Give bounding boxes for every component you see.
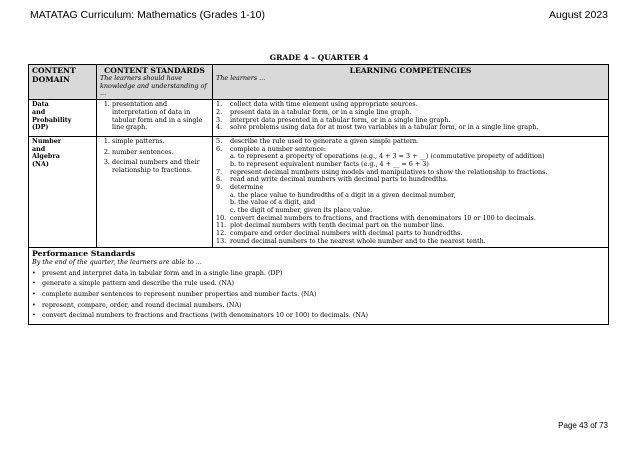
- competency-text: a. to represent a property of operations (e.g., 4 + 3 = 3 + __) (commutative property of addition): [230, 152, 545, 161]
- competency-number: 6.: [216, 144, 223, 153]
- domain-line: (NA): [32, 159, 49, 168]
- header-standards-sub: The learners should have knowledge and understanding of ...: [100, 74, 207, 98]
- competency-number: 1.: [216, 100, 223, 109]
- performance-item: [32, 302, 605, 310]
- standard-item: 1. simple patterns.: [112, 138, 209, 146]
- performance-row: [29, 247, 609, 324]
- standards-cell: [97, 136, 213, 247]
- competency-number: 12.: [216, 229, 227, 238]
- performance-item-text: convert decimal numbers to fractions and fractions (with denominators 10 or 100) to decimals. (NA): [42, 311, 369, 320]
- competency-text: b. the value of a digit, and: [230, 198, 316, 207]
- competency-text: collect data with time element using appropriate sources.: [230, 100, 418, 109]
- domain-line: Data: [32, 100, 49, 109]
- competency-text: present data in a tabular form, or in a single line graph.: [230, 107, 412, 116]
- header-domain: [29, 65, 97, 100]
- standards-list: [100, 101, 209, 132]
- bullet-icon: •: [32, 300, 36, 309]
- bullet-icon: •: [32, 279, 36, 288]
- performance-list: [32, 270, 605, 320]
- competency-text: solve problems using data for at most two variables in a tabular form, or in a single line graph.: [230, 123, 539, 132]
- competency-item: [216, 124, 605, 132]
- domain-line: and: [32, 144, 46, 153]
- competency-text: plot decimal numbers with tenth decimal part on the number line.: [230, 221, 445, 230]
- competency-text: c. the digit of number, given its place value.: [230, 206, 373, 215]
- competency-number: 5.: [216, 136, 223, 145]
- competency-number: 4.: [216, 123, 223, 132]
- competency-text: complete a number sentence:: [230, 144, 327, 153]
- table-row: [29, 136, 609, 247]
- standard-item: 3. decimal numbers and their relationship to fractions.: [112, 159, 209, 174]
- competency-item: [216, 238, 605, 246]
- domain-line: Algebra: [32, 152, 60, 161]
- competency-text: interpret data presented in a tabular form, or in a single line graph.: [230, 115, 451, 124]
- competency-text: describe the rule used to generate a given simple pattern.: [230, 136, 419, 145]
- standards-list: [100, 138, 209, 175]
- bullet-icon: •: [32, 268, 36, 277]
- header-domain-label: CONTENT DOMAIN: [32, 66, 76, 85]
- performance-item-text: present and interpret data in tabular form and in a single line graph. (DP): [42, 268, 283, 277]
- header-competencies: [213, 65, 609, 100]
- performance-item-text: complete number sentences to represent number properties and number facts. (NA): [42, 289, 317, 298]
- domain-line: (DP): [32, 123, 49, 132]
- header-date: August 2023: [549, 9, 608, 21]
- header-standards-label: CONTENT STANDARDS: [104, 66, 205, 75]
- performance-item: [32, 280, 605, 288]
- header-competencies-sub: The learners ...: [216, 74, 266, 83]
- performance-item-text: generate a simple pattern and describe the rule used. (NA): [42, 279, 235, 288]
- competency-number: 13.: [216, 236, 227, 245]
- domain-line: Number: [32, 136, 62, 145]
- competency-text: represent decimal numbers using models and manipulatives to show the relationship to fractions.: [230, 167, 548, 176]
- competencies-cell: [213, 136, 609, 247]
- competency-text: compare and order decimal numbers with decimal parts to hundredths.: [230, 229, 463, 238]
- competency-number: 3.: [216, 115, 223, 124]
- table-header-row: [29, 65, 609, 100]
- table-row: [29, 100, 609, 137]
- competency-number: 7.: [216, 167, 223, 176]
- curriculum-table: [28, 64, 609, 325]
- competency-item: [216, 176, 605, 184]
- competency-text: round decimal numbers to the nearest whole number and to the nearest tenth.: [230, 236, 486, 245]
- page-header: [30, 9, 608, 21]
- competencies-cell: [213, 100, 609, 137]
- bullet-icon: •: [32, 289, 36, 298]
- domain-line: and: [32, 107, 46, 116]
- competency-number: 11.: [216, 221, 227, 230]
- competency-number: 2.: [216, 107, 223, 116]
- performance-item-text: represent, compare, order, and round decimal numbers. (NA): [42, 300, 242, 309]
- grade-title: GRADE 4 – QUARTER 4: [269, 53, 369, 62]
- domain-cell: [29, 100, 97, 137]
- performance-item: [32, 291, 605, 299]
- standard-item: 1. presentation and interpretation of data in tabular form and in a single line graph.: [112, 101, 209, 132]
- performance-item: [32, 312, 605, 320]
- performance-title: Performance Standards: [32, 248, 136, 258]
- competency-number: 9.: [216, 183, 223, 192]
- domain-cell: [29, 136, 97, 247]
- header-competencies-label: LEARNING COMPETENCIES: [349, 66, 472, 75]
- performance-item: [32, 270, 605, 278]
- domain-line: Probability: [32, 115, 72, 124]
- competency-text: convert decimal numbers to fractions, and fractions with denominators 10 or 100 to decimals.: [230, 213, 536, 222]
- header-title: MATATAG Curriculum: Mathematics (Grades 1-10): [30, 9, 265, 21]
- competency-text: determine: [230, 183, 264, 192]
- competency-number: 10.: [216, 213, 227, 222]
- performance-subtitle: By the end of the quarter, the learners are able to ...: [32, 257, 202, 266]
- competency-text: a. the place value to hundredths of a digit in a given decimal number,: [230, 190, 456, 199]
- standard-item: 2. number sentences.: [112, 149, 209, 157]
- page-number: Page 43 of 73: [558, 421, 608, 430]
- performance-standards: [29, 247, 609, 324]
- competency-number: 8.: [216, 175, 223, 184]
- standards-cell: [97, 100, 213, 137]
- header-standards: [97, 65, 213, 100]
- competency-text: b. to represent equivalent number facts (e.g., 4 + __ = 6 + 3): [230, 159, 429, 168]
- competency-text: read and write decimal numbers with decimal parts to hundredths.: [230, 175, 449, 184]
- bullet-icon: •: [32, 311, 36, 320]
